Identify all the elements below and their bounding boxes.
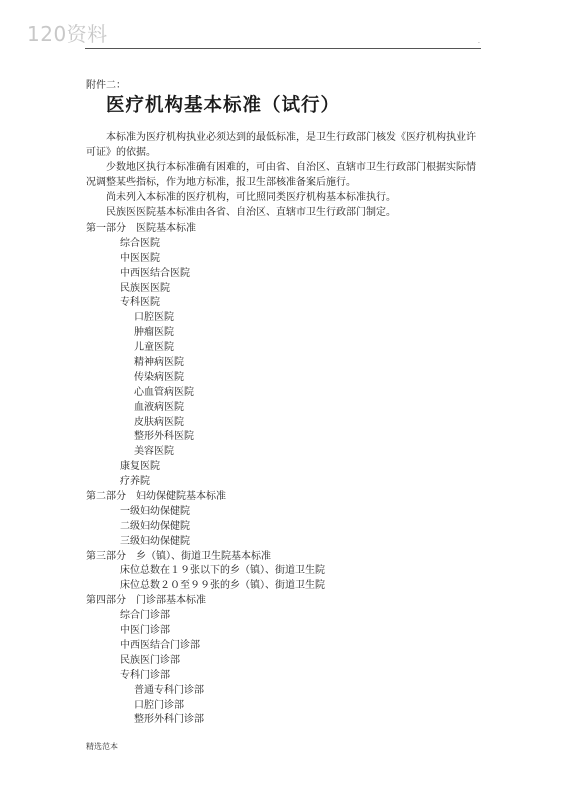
sub-list-item: 口腔门诊部 [134, 699, 184, 711]
list-item: 中医门诊部 [120, 625, 170, 637]
list-item: 中医医院 [120, 252, 160, 264]
sub-list-item: 整形外科门诊部 [134, 714, 204, 726]
sub-list-item: 口腔医院 [134, 312, 174, 324]
list-item: 三级妇幼保健院 [120, 535, 190, 547]
list-item: 民族医医院 [120, 282, 170, 294]
watermark-text: 120资料 [27, 22, 108, 46]
sub-list-item: 整形外科医院 [134, 431, 194, 443]
sub-list-item: 皮肤病医院 [134, 416, 184, 428]
section-heading: 第三部分 乡（镇）、街道卫生院基本标准 [86, 550, 271, 562]
list-item: 专科医院 [120, 297, 160, 309]
section-heading: 第一部分 医院基本标准 [86, 223, 196, 234]
footer-text: 精选范本 [86, 742, 118, 751]
document-title: 医疗机构基本标准（试行） [106, 95, 341, 116]
list-item: 二级妇幼保健院 [120, 520, 190, 532]
list-item: 一级妇幼保健院 [120, 505, 190, 517]
list-item: 专科门诊部 [120, 669, 170, 681]
section-heading: 第二部分 妇幼保健院基本标准 [86, 491, 226, 503]
list-item: 床位总数在１９张以下的乡（镇）、街道卫生院 [120, 565, 325, 577]
sub-list-item: 普通专科门诊部 [134, 684, 204, 696]
intro-section [86, 130, 482, 220]
sub-list-item: 精神病医院 [134, 357, 184, 369]
sub-list-item: 肿瘤医院 [134, 327, 174, 339]
sub-list-item: 美容医院 [134, 446, 174, 458]
list-item: 床位总数２０至９９张的乡（镇）、街道卫生院 [120, 580, 325, 592]
sub-list-item: 儿童医院 [134, 342, 174, 354]
contents-list [86, 222, 482, 728]
intro-paragraph: 尚未列入本标准的医疗机构，可比照同类医疗机构基本标准执行。 [106, 192, 396, 203]
header-mark: · [478, 40, 480, 47]
list-item: 疗养院 [120, 476, 150, 488]
list-item: 综合医院 [120, 237, 160, 249]
header-rule [85, 48, 481, 49]
list-item: 综合门诊部 [120, 610, 170, 622]
sub-list-item: 血液病医院 [134, 401, 184, 413]
sub-list-item: 心血管病医院 [134, 386, 194, 398]
attachment-label: 附件二： [86, 80, 126, 91]
list-item: 民族医门诊部 [120, 654, 180, 666]
list-item: 康复医院 [120, 461, 160, 473]
intro-paragraph: 少数地区执行本标准确有困难的，可由省、自治区、直辖市卫生行政部门根据实际情况调整某些指标，作为地方标准，报卫生部核准备案后施行。 [86, 162, 476, 188]
list-item: 中西医结合医院 [120, 267, 190, 279]
sub-list-item: 传染病医院 [134, 371, 184, 383]
section-heading: 第四部分 门诊部基本标准 [86, 595, 206, 607]
list-item: 中西医结合门诊部 [120, 639, 200, 651]
intro-paragraph: 本标准为医疗机构执业必须达到的最低标准，是卫生行政部门核发《医疗机构执业许可证》的依据。 [86, 132, 476, 158]
intro-paragraph: 民族医医院基本标准由各省、自治区、直辖市卫生行政部门制定。 [106, 207, 396, 218]
